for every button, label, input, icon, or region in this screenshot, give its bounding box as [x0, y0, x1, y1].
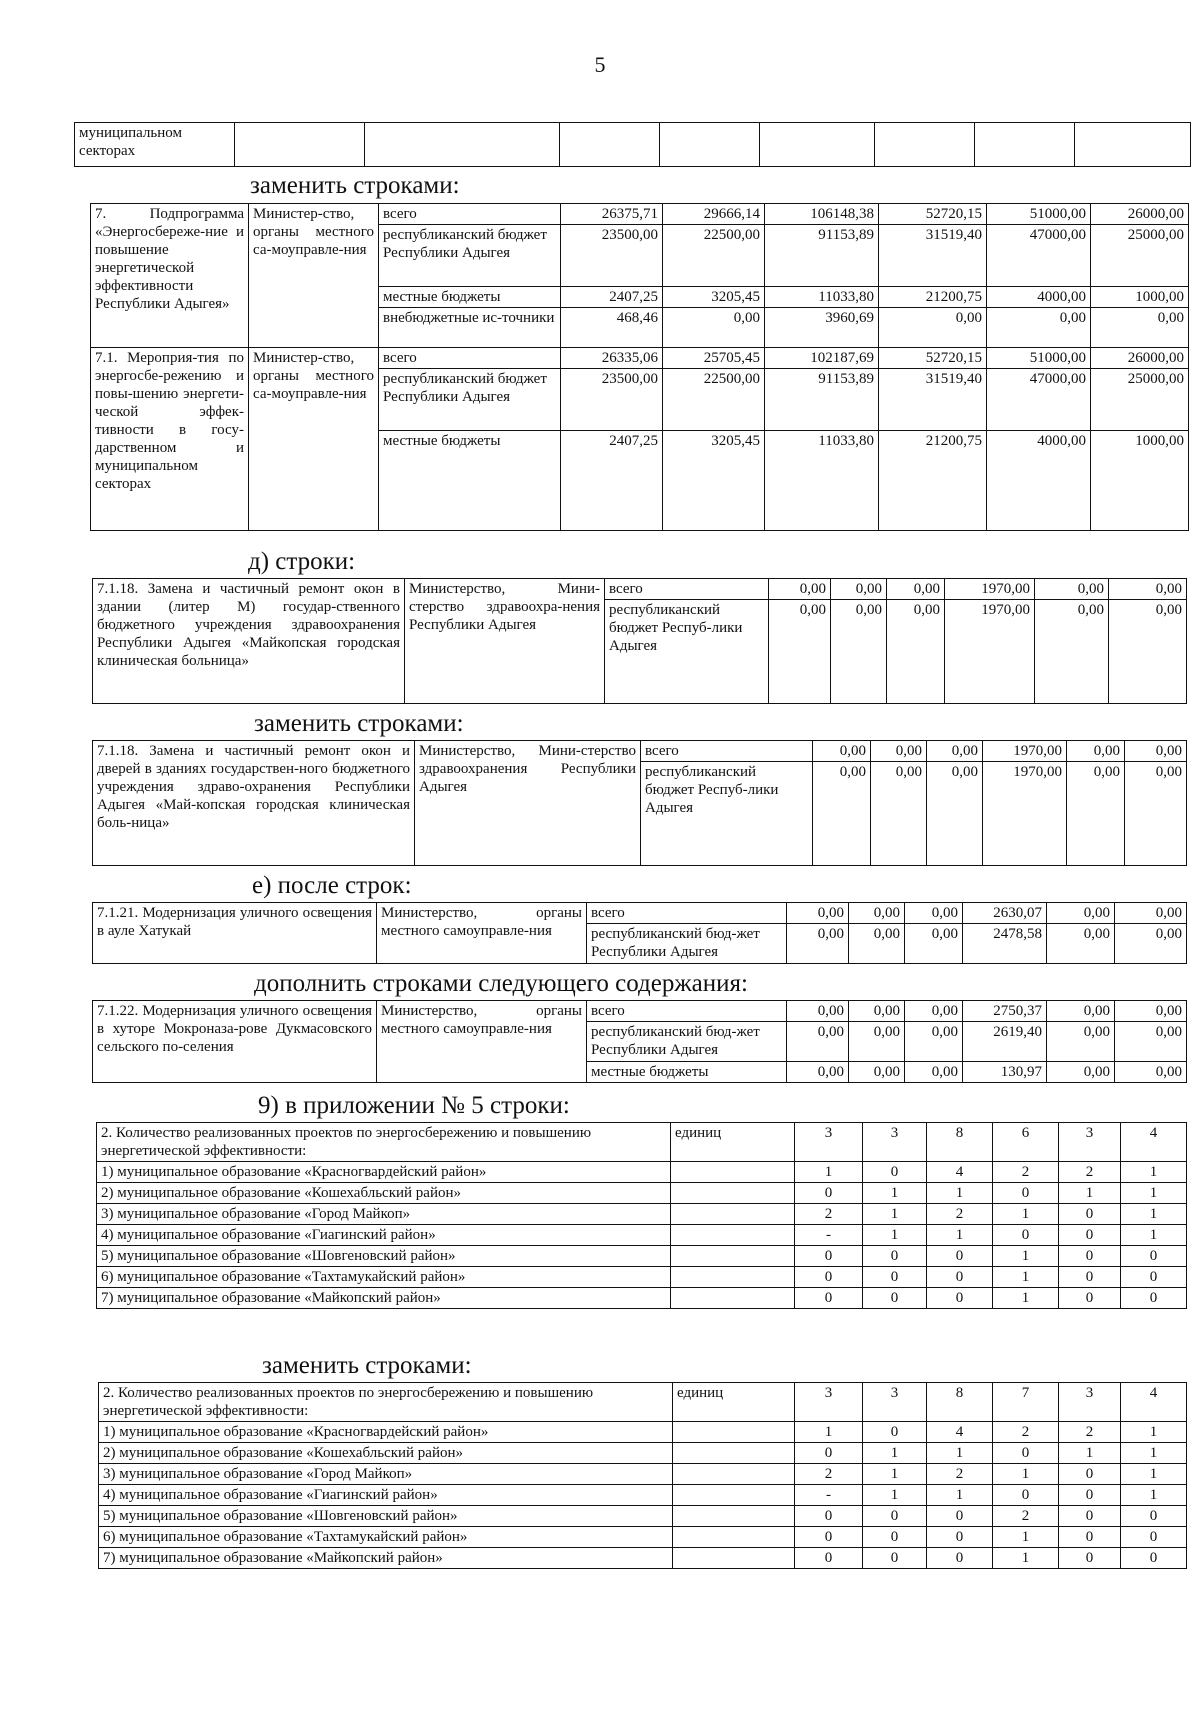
value-cell: 91153,89	[765, 369, 879, 431]
value-cell: 0,00	[849, 903, 905, 924]
value-cell: 25000,00	[1091, 225, 1189, 287]
count-cell: 1	[1121, 1225, 1187, 1246]
total-cell: 3	[1059, 1383, 1121, 1422]
count-cell: 1	[927, 1443, 993, 1464]
count-cell: 2	[993, 1422, 1059, 1443]
value-cell: 0,00	[879, 308, 987, 348]
value-cell: 0,00	[1035, 579, 1109, 600]
value-cell: 4000,00	[987, 287, 1091, 308]
fragment-cell: муниципальном секторах	[75, 123, 235, 167]
count-cell: 0	[1121, 1288, 1187, 1309]
value-cell: 0,00	[1115, 924, 1187, 964]
value-cell: 52720,15	[879, 204, 987, 225]
count-cell: 0	[927, 1548, 993, 1569]
value-cell: 47000,00	[987, 225, 1091, 287]
indicator-title: 2. Количество реализованных проектов по энергосбережению и повышению энергетической эффективности:	[97, 1123, 671, 1162]
count-cell: 1	[927, 1485, 993, 1506]
count-cell: 1	[863, 1225, 927, 1246]
count-cell: 2	[1059, 1162, 1121, 1183]
count-cell: 1	[993, 1527, 1059, 1548]
count-cell: 0	[1059, 1246, 1121, 1267]
row-label: республиканский бюджет Респуб-лики Адыгея	[641, 762, 813, 866]
value-cell: 0,00	[905, 1022, 963, 1062]
value-cell: 0,00	[849, 924, 905, 964]
value-cell: 22500,00	[663, 369, 765, 431]
municipality-label: 5) муниципальное образование «Шовгеновский район»	[97, 1246, 671, 1267]
count-cell: 0	[863, 1422, 927, 1443]
row-label: всего	[641, 741, 813, 762]
count-cell: 0	[1059, 1548, 1121, 1569]
total-cell: 3	[795, 1123, 863, 1162]
subprogram-executor: Министер-ство, органы местного са-моуправле-ния	[249, 204, 379, 348]
count-cell: 0	[1059, 1267, 1121, 1288]
item-executor: Министерство, органы местного самоуправле-ния	[377, 1001, 587, 1083]
item-71-22-table	[92, 1000, 1187, 1083]
count-cell: 2	[927, 1204, 993, 1225]
count-cell: 2	[1059, 1422, 1121, 1443]
value-cell: 0,00	[787, 1022, 849, 1062]
value-cell: 0,00	[905, 903, 963, 924]
municipality-label: 4) муниципальное образование «Гиагинский район»	[97, 1225, 671, 1246]
value-cell: 0,00	[1115, 1022, 1187, 1062]
count-cell: 0	[993, 1485, 1059, 1506]
count-cell: 0	[993, 1443, 1059, 1464]
count-cell: 0	[795, 1288, 863, 1309]
count-cell: 0	[863, 1246, 927, 1267]
value-cell: 0,00	[813, 762, 871, 866]
measure-executor: Министер-ство, органы местного са-моуправле-ния	[249, 348, 379, 531]
count-cell: 0	[1121, 1527, 1187, 1548]
value-cell: 102187,69	[765, 348, 879, 369]
value-cell: 26000,00	[1091, 204, 1189, 225]
count-cell: 1	[1121, 1485, 1187, 1506]
total-cell: 8	[927, 1123, 993, 1162]
count-cell: 0	[795, 1527, 863, 1548]
total-cell: 3	[863, 1123, 927, 1162]
subprogram-table	[90, 203, 1189, 531]
value-cell: 0,00	[871, 741, 927, 762]
count-cell: 0	[927, 1246, 993, 1267]
municipality-label: 7) муниципальное образование «Майкопский район»	[99, 1548, 673, 1569]
heading-rows-d: д) строки:	[248, 548, 356, 575]
count-cell: 2	[795, 1464, 863, 1485]
item-71-18-old-table	[92, 578, 1187, 704]
count-cell: 0	[1059, 1485, 1121, 1506]
value-cell: 0,00	[849, 1022, 905, 1062]
value-cell: 51000,00	[987, 348, 1091, 369]
count-cell: 0	[795, 1183, 863, 1204]
count-cell: 0	[1059, 1225, 1121, 1246]
count-cell: 0	[863, 1267, 927, 1288]
value-cell: 0,00	[871, 762, 927, 866]
value-cell: 0,00	[1115, 1001, 1187, 1022]
value-cell: 21200,75	[879, 287, 987, 308]
item-executor: Министерство, Мини-стерство здравоохранения Республики Адыгея	[415, 741, 641, 866]
value-cell: 2619,40	[963, 1022, 1047, 1062]
total-cell: 3	[1059, 1123, 1121, 1162]
value-cell: 47000,00	[987, 369, 1091, 431]
count-cell: 4	[927, 1162, 993, 1183]
count-cell: 2	[993, 1506, 1059, 1527]
municipality-label: 2) муниципальное образование «Кошехабльский район»	[99, 1443, 673, 1464]
value-cell: 26375,71	[561, 204, 663, 225]
value-cell: 0,00	[1091, 308, 1189, 348]
item-executor: Министерство, органы местного самоуправле-ния	[377, 903, 587, 964]
count-cell: 0	[795, 1548, 863, 1569]
value-cell: 91153,89	[765, 225, 879, 287]
value-cell: 0,00	[1115, 1062, 1187, 1083]
value-cell: 26335,06	[561, 348, 663, 369]
total-cell: 7	[993, 1383, 1059, 1422]
municipality-label: 6) муниципальное образование «Тахтамукайский район»	[99, 1527, 673, 1548]
value-cell: 0,00	[927, 762, 983, 866]
heading-appendix-5: 9) в приложении № 5 строки:	[258, 1092, 570, 1119]
value-cell: 0,00	[905, 924, 963, 964]
value-cell: 0,00	[927, 741, 983, 762]
value-cell: 1970,00	[945, 600, 1035, 704]
value-cell: 23500,00	[561, 225, 663, 287]
count-cell: 1	[927, 1183, 993, 1204]
municipality-label: 3) муниципальное образование «Город Майкоп»	[99, 1464, 673, 1485]
value-cell: 0,00	[1047, 924, 1115, 964]
value-cell: 0,00	[787, 924, 849, 964]
count-cell: 1	[993, 1246, 1059, 1267]
value-cell: 1970,00	[983, 762, 1067, 866]
count-cell: 1	[993, 1267, 1059, 1288]
measure-name: 7.1. Мероприя-тия по энергосбе-режению и повы-шению энергети-ческой эффек-тивности в госу-дарственном и муниципальном секторах	[91, 348, 249, 531]
count-cell: 1	[863, 1485, 927, 1506]
count-cell: 1	[993, 1204, 1059, 1225]
count-cell: 0	[863, 1288, 927, 1309]
count-cell: 0	[1059, 1464, 1121, 1485]
municipality-label: 5) муниципальное образование «Шовгеновский район»	[99, 1506, 673, 1527]
count-cell: 1	[1121, 1162, 1187, 1183]
value-cell: 1000,00	[1091, 431, 1189, 531]
municipality-label: 7) муниципальное образование «Майкопский район»	[97, 1288, 671, 1309]
item-name: 7.1.21. Модернизация уличного освещения в ауле Хатукай	[93, 903, 377, 964]
value-cell: 0,00	[1067, 762, 1125, 866]
value-cell: 0,00	[831, 579, 887, 600]
count-cell: 0	[863, 1162, 927, 1183]
municipality-label: 3) муниципальное образование «Город Майкоп»	[97, 1204, 671, 1225]
item-executor: Министерство, Мини-стерство здравоохра-нения Республики Адыгея	[405, 579, 605, 704]
municipality-label: 2) муниципальное образование «Кошехабльский район»	[97, 1183, 671, 1204]
count-cell: 1	[1059, 1443, 1121, 1464]
value-cell: 0,00	[1115, 903, 1187, 924]
count-cell: 1	[1121, 1204, 1187, 1225]
item-name: 7.1.22. Модернизация уличного освещения в хуторе Мокроназа-рове Дукмасовского сельского по-селения	[93, 1001, 377, 1083]
value-cell: 2750,37	[963, 1001, 1047, 1022]
count-cell: 1	[927, 1225, 993, 1246]
count-cell: 0	[927, 1267, 993, 1288]
row-label: местные бюджеты	[379, 431, 561, 531]
value-cell: 31519,40	[879, 225, 987, 287]
count-cell: 0	[993, 1225, 1059, 1246]
value-cell: 25000,00	[1091, 369, 1189, 431]
value-cell: 0,00	[987, 308, 1091, 348]
row-label: республиканский бюд-жет Республики Адыгея	[587, 1022, 787, 1062]
count-cell: 0	[795, 1267, 863, 1288]
appendix5-new-table	[98, 1382, 1187, 1569]
count-cell: 0	[795, 1506, 863, 1527]
count-cell: 0	[927, 1527, 993, 1548]
value-cell: 25705,45	[663, 348, 765, 369]
row-label: местные бюджеты	[587, 1062, 787, 1083]
indicator-title: 2. Количество реализованных проектов по энергосбережению и повышению энергетической эффективности:	[99, 1383, 673, 1422]
count-cell: 1	[1121, 1464, 1187, 1485]
item-71-21-table	[92, 902, 1187, 964]
total-cell: 6	[993, 1123, 1059, 1162]
value-cell: 0,00	[1047, 1022, 1115, 1062]
value-cell: 2630,07	[963, 903, 1047, 924]
value-cell: 468,46	[561, 308, 663, 348]
value-cell: 11033,80	[765, 431, 879, 531]
count-cell: 0	[1059, 1527, 1121, 1548]
value-cell: 22500,00	[663, 225, 765, 287]
count-cell: 0	[795, 1246, 863, 1267]
value-cell: 0,00	[769, 579, 831, 600]
value-cell: 0,00	[831, 600, 887, 704]
count-cell: 0	[927, 1506, 993, 1527]
value-cell: 0,00	[813, 741, 871, 762]
count-cell: 0	[1121, 1246, 1187, 1267]
page-number: 5	[594, 52, 606, 77]
value-cell: 3205,45	[663, 287, 765, 308]
value-cell: 0,00	[787, 1001, 849, 1022]
value-cell: 0,00	[1125, 762, 1187, 866]
value-cell: 51000,00	[987, 204, 1091, 225]
value-cell: 1000,00	[1091, 287, 1189, 308]
item-71-18-new-table	[92, 740, 1187, 866]
count-cell: 2	[927, 1464, 993, 1485]
count-cell: 1	[795, 1422, 863, 1443]
count-cell: 0	[863, 1527, 927, 1548]
value-cell: 1970,00	[945, 579, 1035, 600]
value-cell: 0,00	[1067, 741, 1125, 762]
value-cell: 3205,45	[663, 431, 765, 531]
value-cell: 3960,69	[765, 308, 879, 348]
value-cell: 0,00	[769, 600, 831, 704]
row-label: местные бюджеты	[379, 287, 561, 308]
value-cell: 0,00	[849, 1062, 905, 1083]
value-cell: 2478,58	[963, 924, 1047, 964]
count-cell: 1	[863, 1183, 927, 1204]
value-cell: 0,00	[887, 600, 945, 704]
value-cell: 0,00	[887, 579, 945, 600]
item-name: 7.1.18. Замена и частичный ремонт окон и дверей в зданиях государствен-ного бюджетного учреждения здраво-охранения Республики Адыгея «Май-копская городская клиническая боль-ница»	[93, 741, 415, 866]
count-cell: 1	[1121, 1183, 1187, 1204]
total-cell: 3	[795, 1383, 863, 1422]
item-name: 7.1.18. Замена и частичный ремонт окон в здании (литер М) государ-ственного бюджетного учреждения здравоохранения Республики Адыгея «Майкопская городская клиническая больница»	[93, 579, 405, 704]
value-cell: 2407,25	[561, 431, 663, 531]
count-cell: 0	[1059, 1204, 1121, 1225]
count-cell: 1	[795, 1162, 863, 1183]
count-cell: 1	[863, 1464, 927, 1485]
count-cell: -	[795, 1225, 863, 1246]
value-cell: 23500,00	[561, 369, 663, 431]
value-cell: 52720,15	[879, 348, 987, 369]
row-label: внебюджетные ис-точники	[379, 308, 561, 348]
row-label: всего	[379, 348, 561, 369]
count-cell: 1	[1121, 1422, 1187, 1443]
value-cell: 0,00	[1125, 741, 1187, 762]
value-cell: 0,00	[787, 1062, 849, 1083]
value-cell: 0,00	[1047, 1001, 1115, 1022]
heading-replace-2: заменить строками:	[254, 710, 464, 737]
count-cell: 1	[1121, 1443, 1187, 1464]
row-label: республиканский бюд-жет Республики Адыгея	[587, 924, 787, 964]
value-cell: 21200,75	[879, 431, 987, 531]
total-cell: 4	[1121, 1123, 1187, 1162]
row-label: республиканский бюджет Республики Адыгея	[379, 369, 561, 431]
subprogram-name: 7. Подпрограмма «Энергосбереже-ние и повышение энергетической эффективности Республики Адыгея»	[91, 204, 249, 348]
value-cell: 0,00	[1109, 579, 1187, 600]
value-cell: 1970,00	[983, 741, 1067, 762]
value-cell: 0,00	[1035, 600, 1109, 704]
value-cell: 31519,40	[879, 369, 987, 431]
value-cell: 26000,00	[1091, 348, 1189, 369]
top-fragment-table	[74, 122, 1191, 167]
appendix5-old-table	[96, 1122, 1187, 1309]
count-cell: 0	[1121, 1267, 1187, 1288]
heading-replace-1: заменить строками:	[250, 172, 460, 199]
unit-cell: единиц	[671, 1123, 795, 1162]
count-cell: 0	[795, 1443, 863, 1464]
row-label: всего	[587, 1001, 787, 1022]
value-cell: 0,00	[905, 1001, 963, 1022]
count-cell: 1	[1059, 1183, 1121, 1204]
count-cell: 1	[863, 1204, 927, 1225]
count-cell: 0	[993, 1183, 1059, 1204]
unit-cell: единиц	[673, 1383, 795, 1422]
value-cell: 0,00	[849, 1001, 905, 1022]
value-cell: 130,97	[963, 1062, 1047, 1083]
count-cell: 0	[927, 1288, 993, 1309]
value-cell: 0,00	[1109, 600, 1187, 704]
municipality-label: 4) муниципальное образование «Гиагинский район»	[99, 1485, 673, 1506]
value-cell: 0,00	[663, 308, 765, 348]
row-label: всего	[605, 579, 769, 600]
value-cell: 2407,25	[561, 287, 663, 308]
municipality-label: 6) муниципальное образование «Тахтамукайский район»	[97, 1267, 671, 1288]
value-cell: 11033,80	[765, 287, 879, 308]
total-cell: 4	[1121, 1383, 1187, 1422]
count-cell: 0	[1059, 1288, 1121, 1309]
value-cell: 0,00	[905, 1062, 963, 1083]
row-label: республиканский бюджет Республики Адыгея	[379, 225, 561, 287]
count-cell: 4	[927, 1422, 993, 1443]
count-cell: 1	[993, 1548, 1059, 1569]
count-cell: 1	[863, 1443, 927, 1464]
municipality-label: 1) муниципальное образование «Красногвардейский район»	[99, 1422, 673, 1443]
count-cell: -	[795, 1485, 863, 1506]
heading-after-rows-e: е) после строк:	[252, 872, 412, 899]
value-cell: 29666,14	[663, 204, 765, 225]
count-cell: 2	[795, 1204, 863, 1225]
value-cell: 0,00	[1047, 903, 1115, 924]
count-cell: 0	[1121, 1548, 1187, 1569]
total-cell: 3	[863, 1383, 927, 1422]
count-cell: 0	[863, 1506, 927, 1527]
count-cell: 0	[863, 1548, 927, 1569]
row-label: всего	[379, 204, 561, 225]
count-cell: 2	[993, 1162, 1059, 1183]
municipality-label: 1) муниципальное образование «Красногвардейский район»	[97, 1162, 671, 1183]
count-cell: 0	[1059, 1506, 1121, 1527]
heading-append-rows: дополнить строками следующего содержания:	[254, 970, 748, 997]
total-cell: 8	[927, 1383, 993, 1422]
value-cell: 106148,38	[765, 204, 879, 225]
row-label: всего	[587, 903, 787, 924]
count-cell: 1	[993, 1288, 1059, 1309]
count-cell: 0	[1121, 1506, 1187, 1527]
value-cell: 0,00	[787, 903, 849, 924]
value-cell: 4000,00	[987, 431, 1091, 531]
count-cell: 1	[993, 1464, 1059, 1485]
heading-replace-3: заменить строками:	[262, 1352, 472, 1379]
value-cell: 0,00	[1047, 1062, 1115, 1083]
row-label: республиканский бюджет Респуб-лики Адыгея	[605, 600, 769, 704]
